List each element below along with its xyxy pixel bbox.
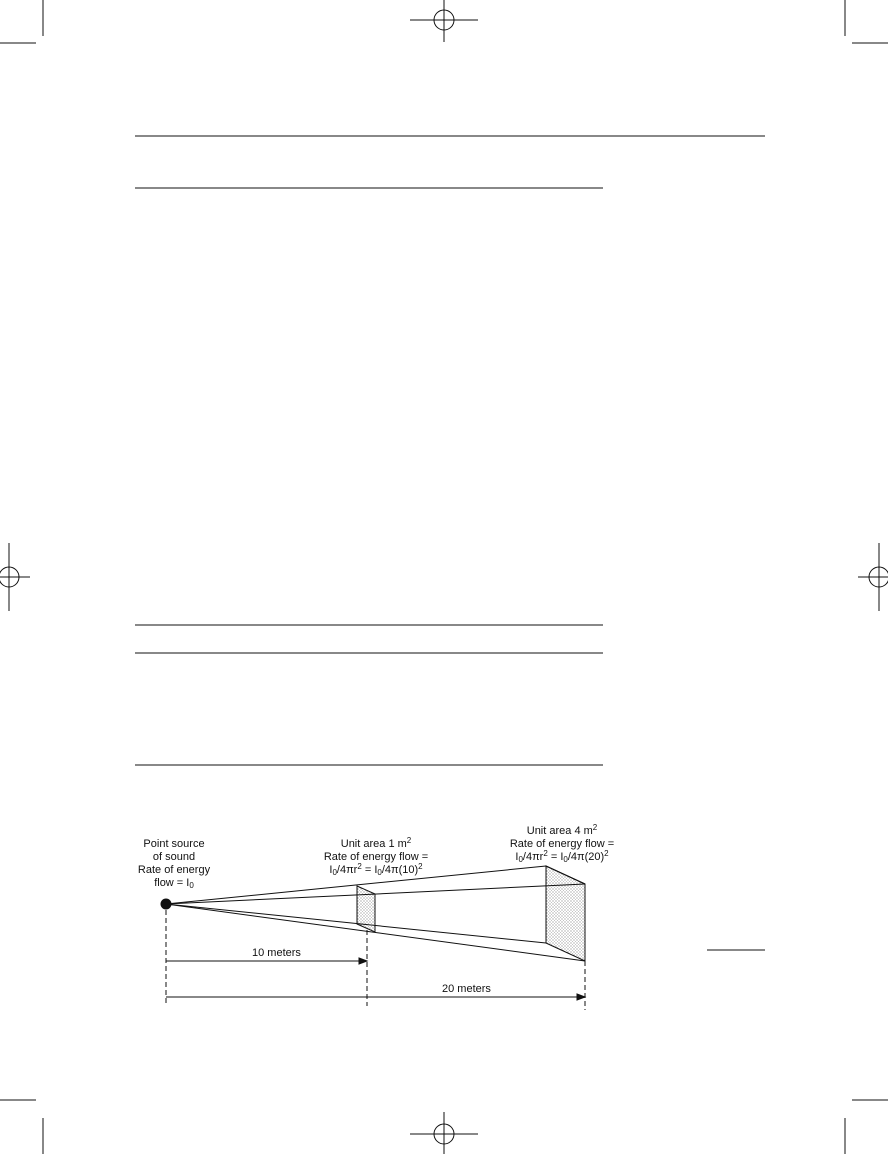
- far-unit-area-4m2: [546, 866, 585, 961]
- point-source-label-line2: of sound: [152, 851, 196, 863]
- near-area-label-line1: Unit area 1 $m^2$: [340, 836, 412, 850]
- dimension-20-meters: 20 meters: [442, 983, 491, 995]
- near-area-label-formula: $I_0/4\pi r^2 = I_0/4\pi(10)^2$: [329, 862, 423, 877]
- dimension-10-meters: 10 meters: [252, 947, 301, 959]
- point-source-label-line1: Point source: [143, 838, 205, 850]
- far-area-label: [492, 825, 632, 864]
- point-source-label: [130, 838, 218, 890]
- point-source-label-line4: flow = $I_0$: [154, 877, 194, 890]
- point-source-dot: [161, 899, 172, 910]
- far-area-label-line1: Unit area 4 $m^2$: [526, 823, 598, 837]
- far-area-label-line2: Rate of energy flow =: [509, 838, 615, 850]
- dimension-arrows: [166, 958, 585, 1000]
- near-area-label: [306, 838, 446, 877]
- near-area-label-line2: Rate of energy flow =: [323, 851, 429, 863]
- far-area-label-formula: $I_0/4\pi r^2 = I_0/4\pi(20)^2$: [515, 849, 609, 864]
- point-source-label-line3: Rate of energy: [137, 864, 211, 876]
